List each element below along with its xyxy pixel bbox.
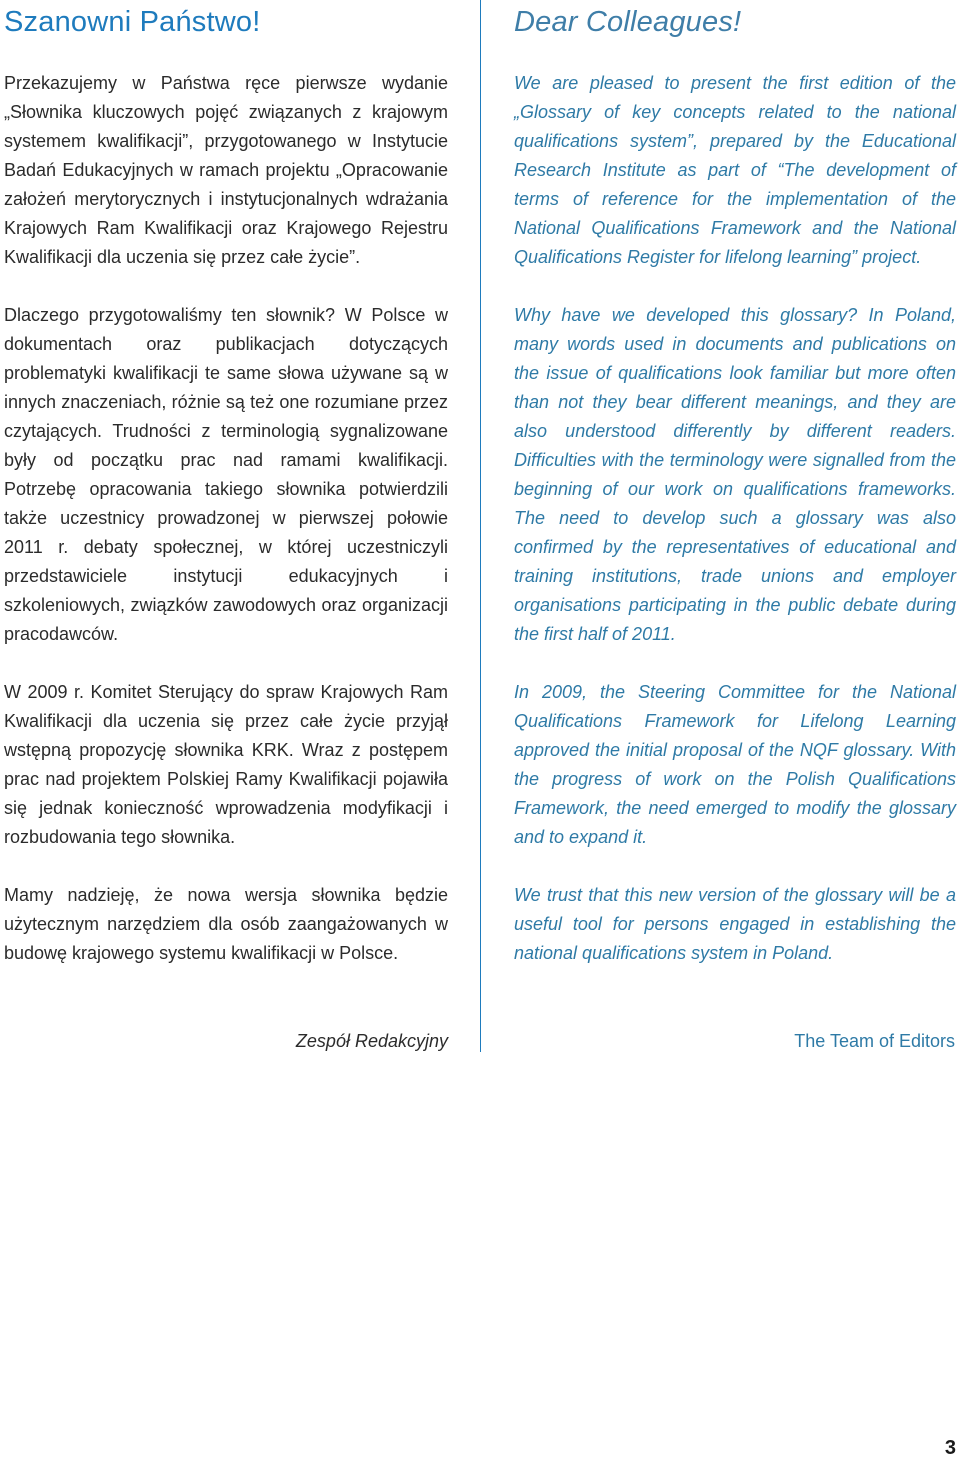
polish-signature: Zespół Redakcyjny: [295, 1031, 448, 1051]
english-paragraph-1: We are pleased to present the first edition of the „Glossary of key concepts related to the national qualifications system”, prepared by the Educational Research Institute as part of “The development of terms of reference for the implementation of the National Qualifications Framework and the National Qualifications Register for lifelong learning” project.: [514, 73, 956, 267]
english-paragraph-2: Why have we developed this glossary? In Poland, many words used in documents and publications on the issue of qualifications look familiar but more often than not they bear different meanings, and they are also understood differently by different readers. Difficulties with the terminology were signalled from the beginning of our work on qualifications frameworks. The need to develop such a glossary was also confirmed by the representatives of educational and training institutions, trade unions and employer organisations participating in the public debate during the first half of 2011.: [514, 305, 956, 644]
polish-heading: Szanowni Państwo!: [4, 6, 261, 38]
polish-paragraph-1: Przekazujemy w Państwa ręce pierwsze wydanie „Słownika kluczowych pojęć związanych z krajowym systemem kwalifikacji”, przygotowanego w Instytucie Badań Edukacyjnych w ramach projektu „Opracowanie założeń merytorycznych i instytucjonalnych wdrażania Krajowych Ram Kwalifikacji oraz Krajowego Rejestru Kwalifikacji dla uczenia się przez całe życie”.: [4, 73, 448, 267]
english-paragraph-4: We trust that this new version of the glossary will be a useful tool for persons engaged in establishing the national qualifications system in Poland.: [514, 885, 956, 963]
polish-paragraph-2: Dlaczego przygotowaliśmy ten słownik? W Polsce w dokumentach oraz publikacjach dotyczących problematyki kwalifikacji te same słowa używane są w innych znaczeniach, różnie są też one rozumiane przez czytających. Trudności z terminologią sygnalizowane były od początku prac nad ramami kwalifikacji. Potrzebę opracowania takiego słownika potwierdzili także uczestnicy prowadzonej w pierwszej połowie 2011 r. debaty społecznej, w której uczestniczyli przedstawiciele instytucji edukacyjnych i szkoleniowych, związków zawodowych oraz organizacji pracodawców.: [4, 305, 448, 644]
polish-paragraph-3: W 2009 r. Komitet Sterujący do spraw Krajowych Ram Kwalifikacji dla uczenia się przez całe życie przyjął wstępną propozycję słownika KRK. Wraz z postępem prac nad projektem Polskiej Ramy Kwalifikacji pojawiła się jednak konieczność wprowadzenia modyfikacji i rozbudowania tego słownika.: [4, 682, 448, 847]
column-divider: [480, 0, 481, 1052]
polish-column: [4, 0, 448, 968]
english-column: [514, 0, 956, 968]
english-signature: The Team of Editors: [794, 1031, 955, 1051]
page-number: 3: [944, 1437, 956, 1459]
english-paragraph-3: In 2009, the Steering Committee for the National Qualifications Framework for Lifelong Learning approved the initial proposal of the NQF glossary. With the progress of work on the Polish Qualifications Framework, the need emerged to modify the glossary and to expand it.: [514, 682, 956, 847]
english-heading: Dear Colleagues!: [514, 6, 742, 38]
polish-paragraph-4: Mamy nadzieję, że nowa wersja słownika będzie użytecznym narzędziem dla osób zaangażowanych w budowę krajowego systemu kwalifikacji w Polsce.: [4, 885, 448, 963]
